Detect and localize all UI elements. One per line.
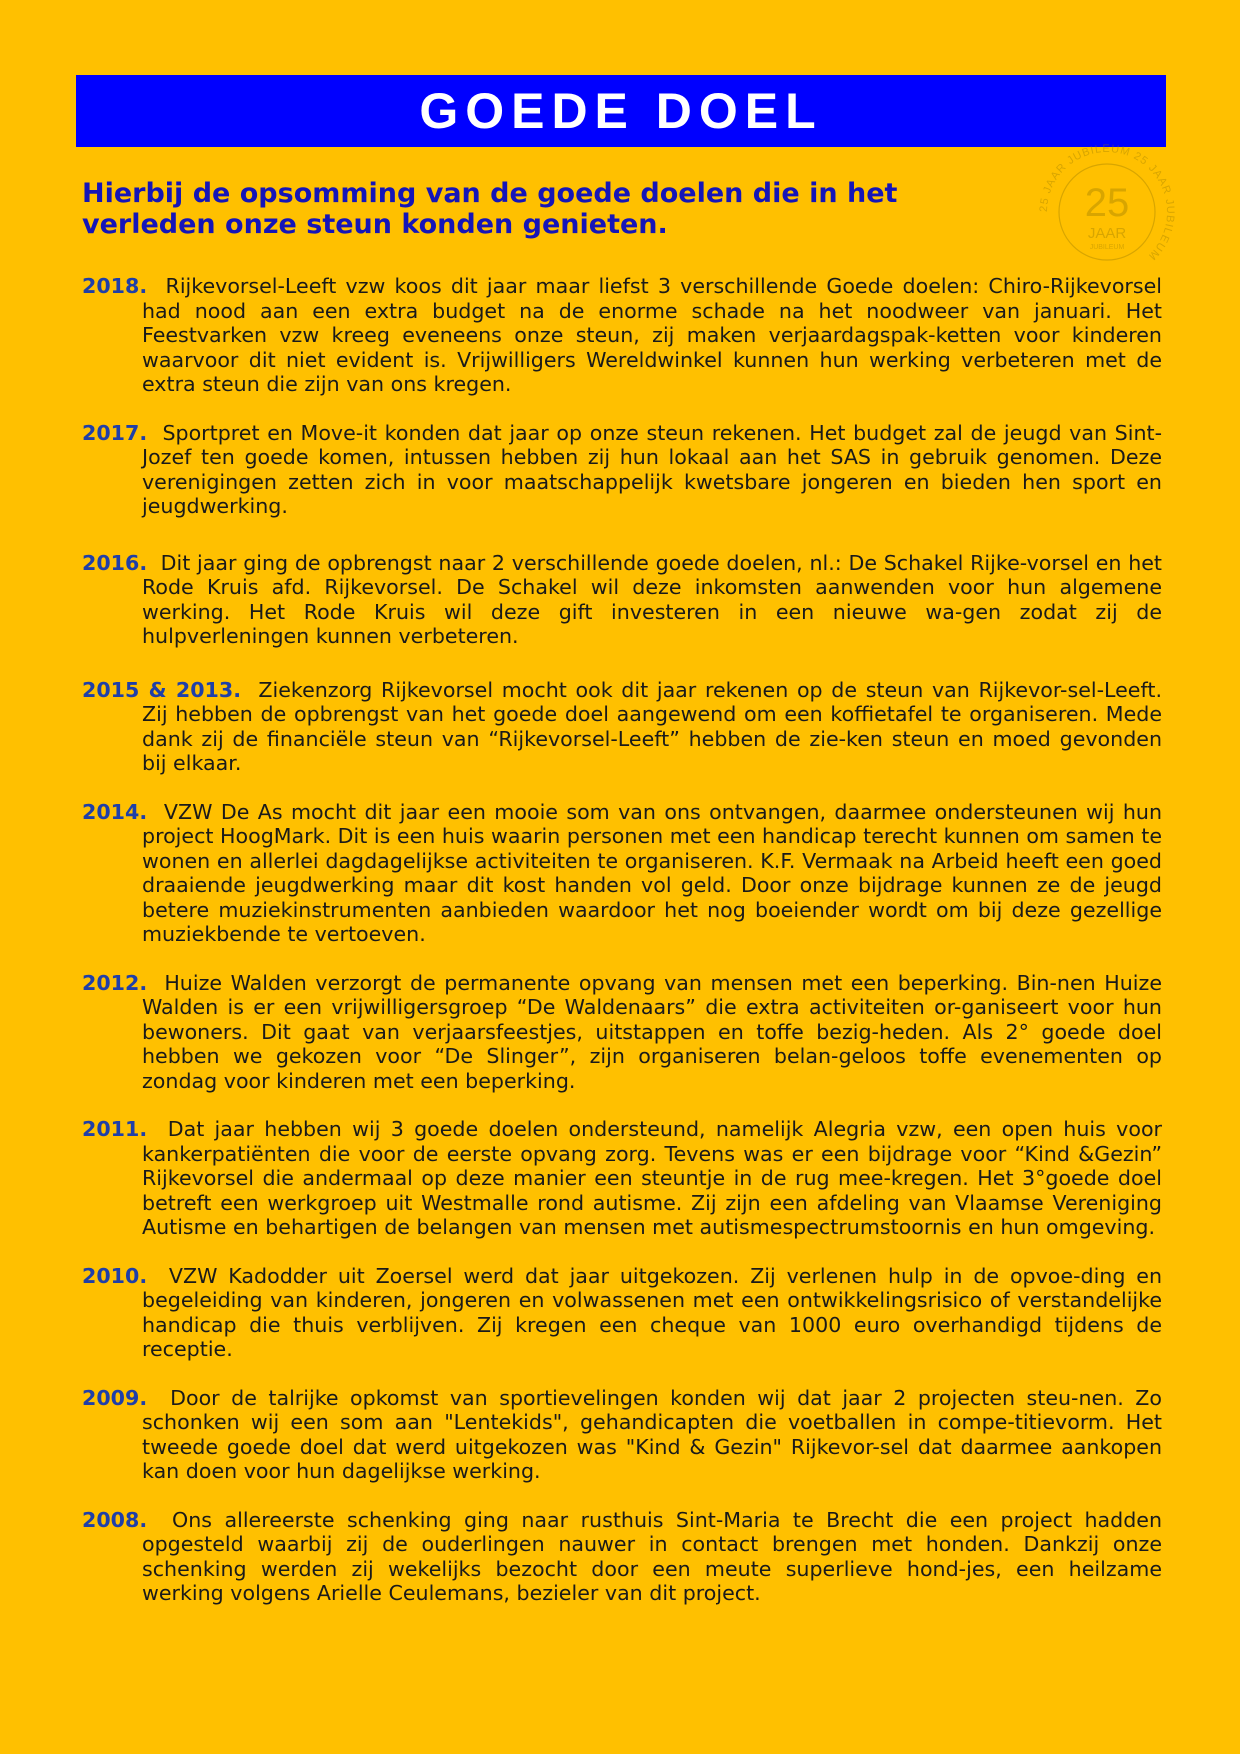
- charity-entry-2015-2013: [82, 678, 1162, 776]
- charity-entry-2008: [82, 1508, 1162, 1606]
- entry-year: 2010.: [82, 1263, 148, 1288]
- entry-text: Ons allereerste schenking ging naar rusthuis Sint-Maria te Brecht die een project hadden opgesteld waarbij zij de ouderlingen nauwer in contact brengen met honden. Dankzij onze schenking werden zij wekelijks bezocht door een meute superlieve hond-jes, een heilzame werking volgens Arielle Ceulemans, bezieler van dit project.: [142, 1507, 1163, 1605]
- charity-entry-2010: [82, 1264, 1162, 1362]
- entry-year: 2014.: [82, 799, 148, 824]
- entry-text: Door de talrijke opkomst van sportievelingen konden wij dat jaar 2 projecten steu-nen. Zo schonken wij een som aan "Lentekids", gehandicapten die voetballen in compe-titievorm. Het tweede goede doel dat werd uitgekozen was "Kind & Gezin" Rijkevor-sel dat daarmee aankopen kan doen voor hun dagelijkse werking.: [142, 1385, 1163, 1483]
- entry-year: 2018.: [82, 274, 148, 298]
- charity-entry-2017: [82, 421, 1162, 519]
- entry-year: 2012.: [82, 970, 148, 995]
- entry-text: Ziekenzorg Rijkevorsel mocht ook dit jaar rekenen op de steun van Rijkevor-sel-Leeft. Zij hebben de opbrengst van het goede doel aangewend om een koffietafel te organiseren. Mede dank zij de financiële steun van “Rijkevorsel-Leeft” hebben de zie-ken steun en moed gevonden bij elkaar.: [142, 677, 1162, 775]
- charity-list: [82, 274, 1162, 1606]
- entry-year: 2017.: [82, 420, 148, 445]
- charity-entry-2016: [82, 551, 1162, 649]
- entry-year: 2009.: [82, 1385, 148, 1410]
- intro-heading: Hierbij de opsomming van de goede doelen die in het verleden onze steun konden genieten.: [82, 178, 898, 240]
- entry-year: 2011.: [82, 1117, 148, 1141]
- entry-year: 2008.: [82, 1507, 148, 1532]
- seal-word: JAAR: [1087, 225, 1127, 242]
- entry-text: Sportpret en Move-it konden dat jaar op onze steun rekenen. Het budget zal de jeugd van Sint-Jozef ten goede komen, intussen hebben zij hun lokaal aan het SAS in gebruik genomen. Deze verenigingen zetten zich in voor maatschappelijk kwetsbare jongeren en bieden hen sport en jeugdwerking.: [142, 420, 1163, 518]
- entry-year: 2016.: [82, 550, 148, 575]
- entry-year: 2015 & 2013.: [82, 677, 242, 702]
- charity-entry-2012: [82, 971, 1162, 1094]
- charity-entry-2009: [82, 1386, 1162, 1484]
- seal-small-text: JUBILEUM: [1089, 244, 1125, 251]
- entry-text: Huize Walden verzorgt de permanente opvang van mensen met een beperking. Bin-nen Huize Walden is er een vrijwilligersgroep “De Waldenaars” die extra activiteiten or-ganiseert voor hun bewoners. Dit gaat van verjaarsfeestjes, uitstappen en toffe bezig-heden. Als 2° goede doel hebben we gekozen voor “De Slinger”, zijn organiseren belan-geloos toffe evenementen op zondag voor kinderen met een beperking.: [142, 970, 1162, 1093]
- seal-number: 25: [1084, 181, 1130, 225]
- jubileum-seal-logo: [1033, 138, 1181, 286]
- charity-entry-2018: [82, 274, 1162, 397]
- entry-text: Dit jaar ging de opbrengst naar 2 verschillende goede doelen, nl.: De Schakel Rijke-vorsel en het Rode Kruis afd. Rijkevorsel. De Schakel wil deze inkomsten aanwenden voor hun algemene werking. Het Rode Kruis wil deze gift investeren in een nieuwe wa-gen zodat zij de hulpverleningen kunnen verbeteren.: [142, 550, 1162, 648]
- seal-ring-text: 25 JAAR JUBILEUM 25 JAAR JUBILEUM: [1037, 142, 1177, 263]
- page-title-banner: [76, 75, 1166, 147]
- charity-entry-2014: [82, 800, 1162, 947]
- page-title: GOEDE DOEL: [419, 83, 823, 139]
- entry-text: Dat jaar hebben wij 3 goede doelen ondersteund, namelijk Alegria vzw, een open huis voor kankerpatiënten die voor de eerste opvang zorg. Tevens was er een bijdrage voor “Kind &Gezin” Rijkevorsel die andermaal op deze manier een steuntje in de rug mee-kregen. Het 3°goede doel betreft een werkgroep uit Westmalle rond autisme. Zij zijn een afdeling van Vlaamse Vereniging Autisme en behartigen de belangen van mensen met autismespectrumstoornis en hun omgeving.: [142, 1117, 1163, 1239]
- entry-text: Rijkevorsel-Leeft vzw koos dit jaar maar liefst 3 verschillende Goede doelen: Chiro-Rijkevorsel had nood aan een extra budget na de enorme schade na het noodweer van januari. Het Feestvarken vzw kreeg eveneens onze steun, zij maken verjaardagspak-ketten voor kinderen waarvoor dit niet evident is. Vrijwilligers Wereldwinkel kunnen hun werking verbeteren met de extra steun die zijn van ons kregen.: [142, 274, 1163, 396]
- entry-text: VZW Kadodder uit Zoersel werd dat jaar uitgekozen. Zij verlenen hulp in de opvoe-ding en begeleiding van kinderen, jongeren en volwassenen met een ontwikkelingsrisico of verstandelijke handicap die thuis verblijven. Zij kregen een cheque van 1000 euro overhandigd tijdens de receptie.: [142, 1263, 1163, 1361]
- entry-text: VZW De As mocht dit jaar een mooie som van ons ontvangen, daarmee ondersteunen wij hun project HoogMark. Dit is een huis waarin personen met een handicap terecht kunnen om samen te wonen en allerlei dagdagelijkse activiteiten te organiseren. K.F. Vermaak na Arbeid heeft een goed draaiende jeugdwerking maar dit kost handen vol geld. Door onze bijdrage kunnen ze de jeugd betere muziekinstrumenten aanbieden waardoor het nog boeiender wordt om bij deze gezellige muziekbende te vertoeven.: [142, 799, 1163, 946]
- charity-entry-2011: [82, 1117, 1162, 1240]
